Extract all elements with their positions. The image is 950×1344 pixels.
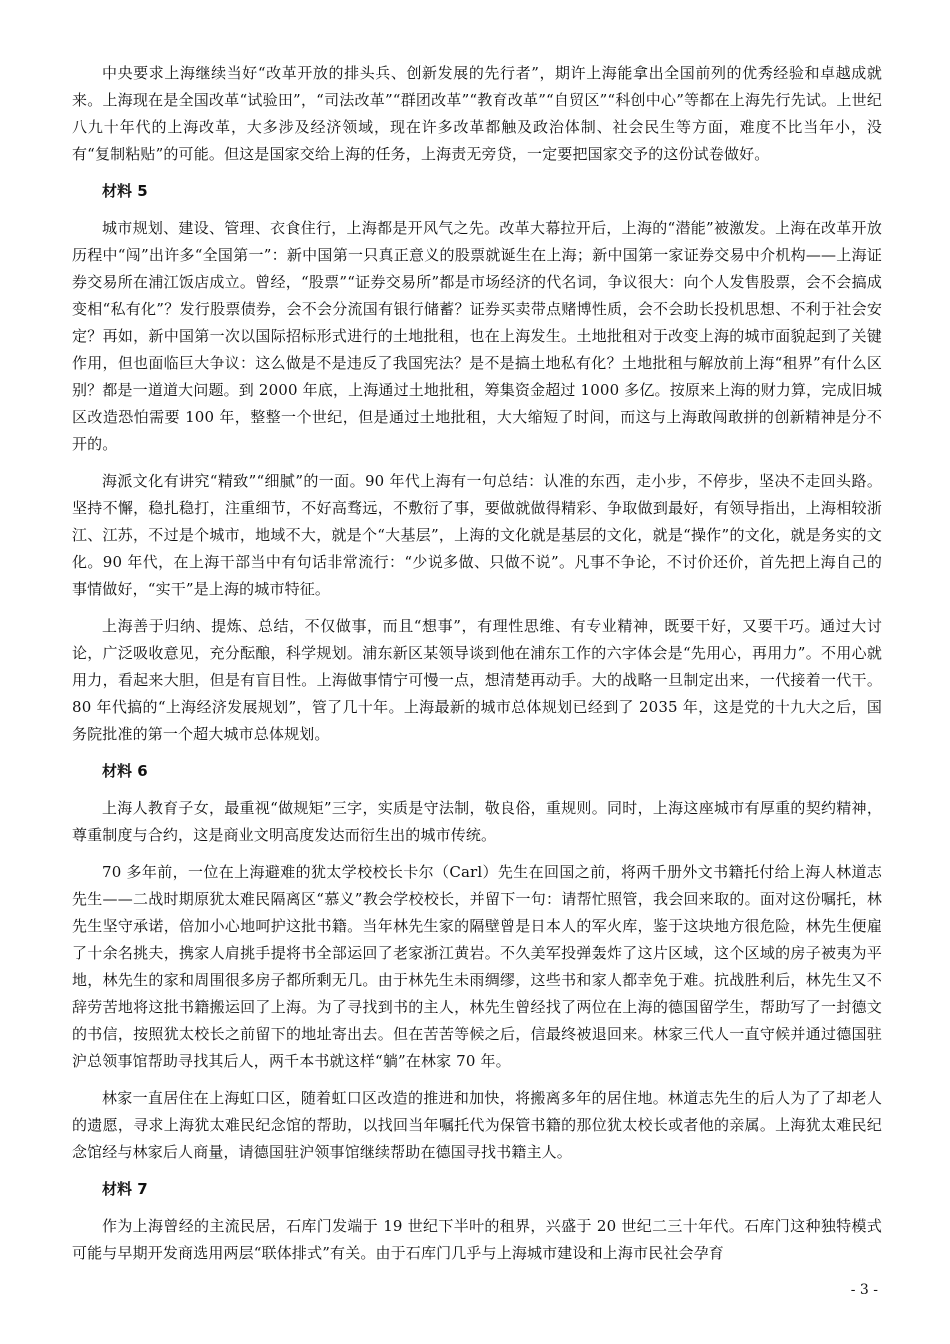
material-5-paragraph-2: 海派文化有讲究“精致”“细腻”的一面。90 年代上海有一句总结：认准的东西，走小步，不停步，坚决不走回头路。坚持不懈，稳扎稳打，注重细节，不好高骛远，不敷衍了事，要做就做得精彩、争取做到最好，有领导指出，上海相较浙江、江苏，不过是个城市，地域不大，就是个“大基层”，上海的文化就是基层的文化，就是“操作”的文化，就是务实的文化。90 年代，在上海干部当中有句话非常流行：“少说多做、只做不说”。凡事不争论，不讨价还价，首先把上海自己的事情做好，“实干”是上海的城市特征。 (72, 472, 882, 598)
document-body (72, 60, 882, 1277)
paragraph-intro: 中央要求上海继续当好“改革开放的排头兵、创新发展的先行者”，期许上海能拿出全国前列的优秀经验和卓越成就来。上海现在是全国改革“试验田”，“司法改革”“群团改革”“教育改革”“自贸区”“科创中心”等都在上海先行先试。上世纪八九十年代的上海改革，大多涉及经济领域，现在许多改革都触及政治体制、社会民生等方面，难度不比当年小，没有“复制粘贴”的可能。但这是国家交给上海的任务，上海责无旁贷，一定要把国家交予的这份试卷做好。 (72, 64, 882, 163)
material-6-paragraph-2: 70 多年前，一位在上海避难的犹太学校校长卡尔（Carl）先生在回国之前，将两千册外文书籍托付给上海人林道志先生——二战时期原犹太难民隔离区“慕义”教会学校校长，并留下一句：请帮忙照管，我会回来取的。面对这份嘱托，林先生坚守承诺，倍加小心地呵护这批书籍。当年林先生家的隔壁曾是日本人的军火库，鉴于这块地方很危险，林先生便雇了十余名挑夫，携家人肩挑手提将书全部运回了老家浙江黄岩。不久美军投弹轰炸了这片区域，这个区域的房子被夷为平地，林先生的家和周围很多房子都所剩无几。由于林先生未雨绸缪，这些书和家人都幸免于难。抗战胜利后，林先生又不辞劳苦地将这批书籍搬运回了上海。为了寻找到书的主人，林先生曾经找了两位在上海的德国留学生，帮助写了一封德文的书信，按照犹太校长之前留下的地址寄出去。但在苦苦等候之后，信最终被退回来。林家三代人一直守候并通过德国驻沪总领事馆帮助寻找其后人，两千本书就这样“躺”在林家 70 年。 (72, 863, 882, 1070)
material-6-paragraph-3: 林家一直居住在上海虹口区，随着虹口区改造的推进和加快，将搬离多年的居住地。林道志先生的后人为了了却老人的遗愿，寻求上海犹太难民纪念馆的帮助，以找回当年嘱托代为保管书籍的那位犹太校长或者他的亲属。上海犹太难民纪念馆经与林家后人商量，请德国驻沪领事馆继续帮助在德国寻找书籍主人。 (72, 1089, 882, 1161)
material-5-paragraph-1: 城市规划、建设、管理、衣食住行，上海都是开风气之先。改革大幕拉开后，上海的“潜能”被激发。上海在改革开放历程中“闯”出许多“全国第一”：新中国第一只真正意义的股票就诞生在上海；新中国第一家证券交易中介机构——上海证券交易所在浦江饭店成立。曾经，“股票”“证券交易所”都是市场经济的代名词，争议很大：向个人发售股票，会不会搞成变相“私有化”？发行股票债券，会不会分流国有银行储蓄？证券买卖带点赌博性质，会不会助长投机思想、不利于社会安定？再如，新中国第一次以国际招标形式进行的土地批租，也在上海发生。土地批租对于改变上海的城市面貌起到了关键作用，但也面临巨大争议：这么做是不是违反了我国宪法？是不是搞土地私有化？土地批租与解放前上海“租界”有什么区别？都是一道道大问题。到 2000 年底，上海通过土地批租，筹集资金超过 1000 多亿。按原来上海的财力算，完成旧城区改造恐怕需要 100 年，整整一个世纪，但是通过土地批租，大大缩短了时间，而这与上海敢闯敢拼的创新精神是分不开的。 (72, 219, 882, 453)
material-6-heading: 材料 6 (102, 762, 148, 780)
material-6-paragraph-1: 上海人教育子女，最重视“做规矩”三字，实质是守法制，敬良俗，重规则。同时，上海这座城市有厚重的契约精神，尊重制度与合约，这是商业文明高度发达而衍生出的城市传统。 (72, 799, 882, 844)
material-5-paragraph-3: 上海善于归纳、提炼、总结，不仅做事，而且“想事”，有理性思维、有专业精神，既要干好，又要干巧。通过大讨论，广泛吸收意见，充分酝酿，科学规划。浦东新区某领导谈到他在浦东工作的六字体会是“先用心，再用力”。不用心就用力，看起来大胆，但是有盲目性。上海做事情宁可慢一点，想清楚再动手。大的战略一旦制定出来，一代接着一代干。80 年代搞的“上海经济发展规划”，管了几十年。上海最新的城市总体规划已经到了 2035 年，这是党的十九大之后，国务院批准的第一个超大城市总体规划。 (72, 617, 882, 743)
material-7-heading: 材料 7 (102, 1180, 148, 1198)
page-number: - 3 - (850, 1282, 878, 1298)
material-5-heading: 材料 5 (102, 182, 148, 200)
material-7-paragraph-1: 作为上海曾经的主流民居，石库门发端于 19 世纪下半叶的租界，兴盛于 20 世纪二三十年代。石库门这种独特模式可能与早期开发商选用两层“联体排式”有关。由于石库门几乎与上海城市建设和上海市民社会孕育 (72, 1217, 882, 1262)
